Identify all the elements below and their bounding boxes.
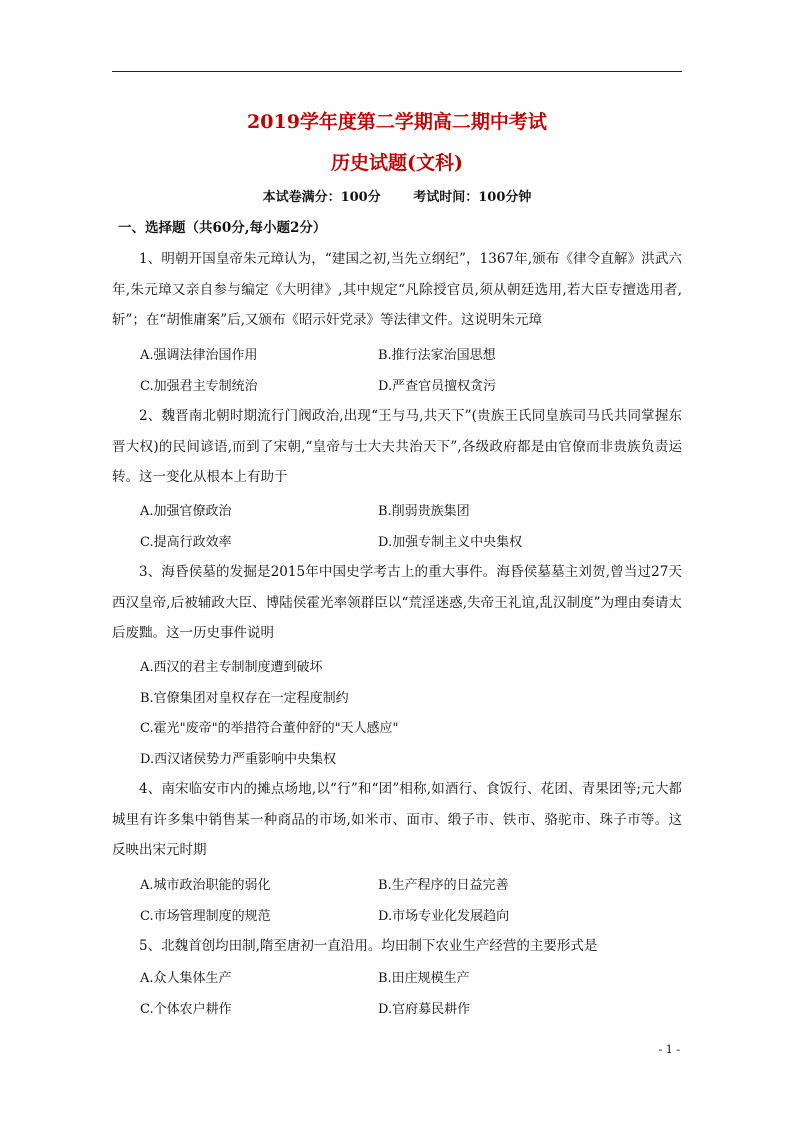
option-5d: D.官府募民耕作	[378, 1002, 471, 1017]
time-label: 考试时间：100分钟	[413, 190, 532, 205]
top-rule	[112, 71, 682, 72]
exam-title: 2019学年度第二学期高二期中考试	[247, 111, 547, 133]
option-2a: A.加强官僚政治	[140, 504, 232, 519]
option-4a: A.城市政治职能的弱化	[140, 878, 271, 893]
option-4c: C.市场管理制度的规范	[140, 909, 271, 924]
option-2d: D.加强专制主义中央集权	[378, 535, 523, 550]
option-1d: D.严查官员擅权贪污	[378, 379, 497, 394]
option-1c: C.加强君主专制统治	[140, 379, 258, 394]
question-text: 3、海昏侯墓的发掘是2015年中国史学考古上的重大事件。海昏侯墓墓主刘贺,曾当过27天西汉皇帝,后被辅政大臣、博陆侯霍光率领群臣以“荒淫迷惑,失帝王礼谊,乱汉制度”为理由奏请太后废黜。这一历史事件说明	[112, 564, 682, 641]
page-number: - 1 -	[658, 1043, 680, 1056]
question-1-stem	[112, 244, 682, 336]
question-text: 1、明朝开国皇帝朱元璋认为，“建国之初,当先立纲纪”，1367年,颁布《律令直解》洪武六年,朱元璋又亲自参与编定《大明律》,其中规定“凡除授官员,须从朝廷选用,若大臣专擅选用者,斩”；在“胡惟庸案”后,又颁布《昭示奸党录》等法律文件。这说明朱元璋	[112, 251, 682, 328]
option-1a: A.强调法律治国作用	[140, 348, 258, 363]
exam-meta	[0, 186, 794, 205]
option-2c: C.提高行政效率	[140, 535, 232, 550]
option-3b: B.官僚集团对皇权存在一定程度制约	[140, 691, 349, 706]
option-3a: A.西汉的君主专制制度遭到破坏	[140, 660, 323, 675]
option-5b: B.田庄规模生产	[378, 971, 470, 986]
option-1b: B.推行法家治国思想	[378, 348, 496, 363]
option-2b: B.削弱贵族集团	[378, 504, 470, 519]
question-5-stem	[112, 931, 682, 962]
option-5c: C.个体农户耕作	[140, 1002, 232, 1017]
question-3-stem	[112, 557, 682, 649]
question-text: 4、南宋临安市内的摊点场地,以“行”和“团”相称,如酒行、食饭行、花团、青果团等;元大都城里有许多集中销售某一种商品的市场,如米市、面市、缎子市、铁市、骆驼市、珠子市等。这反映出宋元时期	[112, 781, 682, 858]
option-4b: B.生产程序的日益完善	[378, 878, 509, 893]
option-4d: D.市场专业化发展趋向	[378, 909, 510, 924]
question-text: 5、北魏首创均田制,隋至唐初一直沿用。均田制下农业生产经营的主要形式是	[139, 938, 598, 954]
option-3d: D.西汉诸侯势力严重影响中央集权	[140, 752, 337, 767]
exam-subtitle: 历史试题(文科)	[331, 152, 463, 174]
question-4-stem	[112, 774, 682, 866]
question-text: 2、魏晋南北朝时期流行门阀政治,出现“王与马,共天下”(贵族王氏同皇族司马氏共同掌握东晋大权)的民间谚语,而到了宋朝,“皇帝与士大夫共治天下”,各级政府都是由官僚而非贵族负责运转。这一变化从根本上有助于	[112, 408, 682, 485]
score-label: 本试卷满分：100分	[262, 190, 381, 205]
option-5a: A.众人集体生产	[140, 971, 232, 986]
option-3c: C.霍光"废帝"的举措符合董仲舒的"天人感应"	[140, 721, 399, 736]
section-title: 一、选择题（共60分,每小题2分）	[118, 220, 327, 236]
question-2-stem	[112, 401, 682, 493]
